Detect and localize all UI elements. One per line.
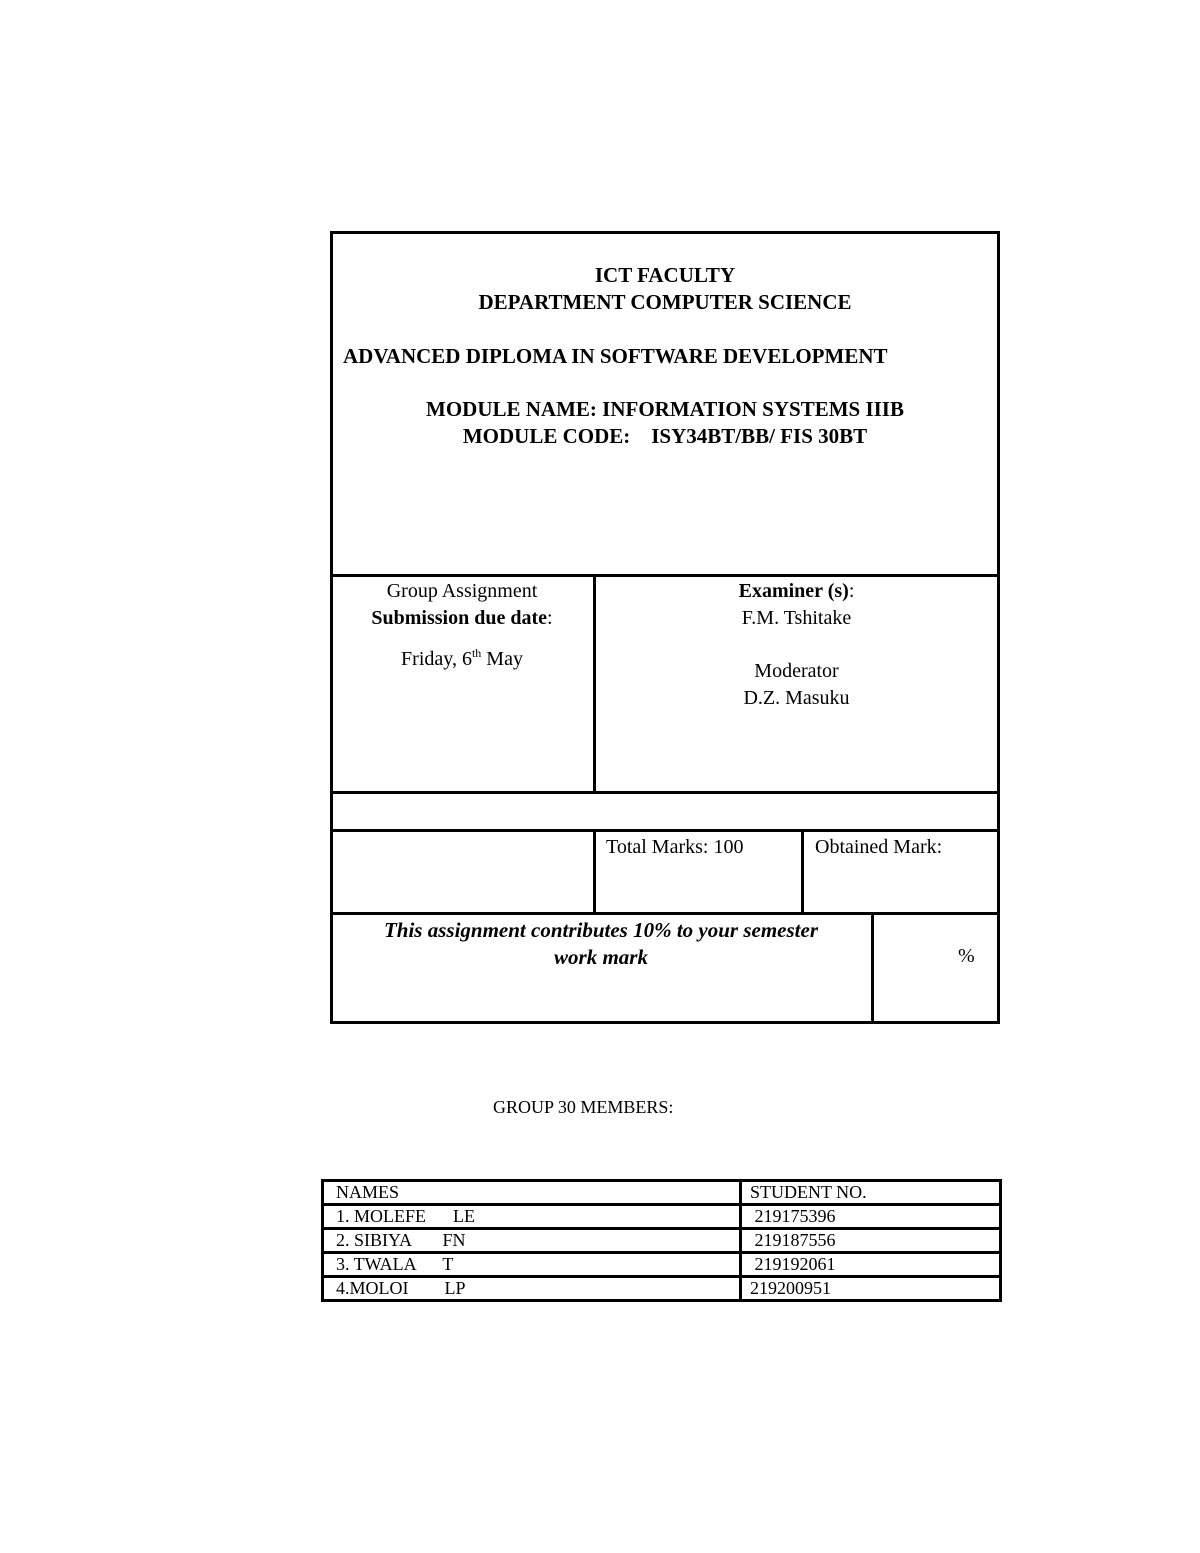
divider-header (330, 574, 1000, 577)
faculty-title: ICT FACULTY (594, 263, 736, 287)
divider-marks-1 (593, 829, 596, 915)
header-names: NAMES (323, 1181, 741, 1205)
divider-contribution-top (330, 912, 1000, 915)
submission-due-date: Friday, 6th May (401, 646, 523, 670)
divider-marks-2 (801, 829, 804, 915)
table-row (323, 1205, 1001, 1229)
table-row (323, 1253, 1001, 1277)
examiner-cell (596, 578, 997, 712)
module-block (333, 396, 997, 450)
member-student-no: 219192061 (741, 1253, 1001, 1277)
member-name: 3. TWALA T (323, 1253, 741, 1277)
assignment-cell (333, 578, 591, 673)
member-student-no: 219200951 (741, 1277, 1001, 1301)
department-title: DEPARTMENT COMPUTER SCIENCE (478, 290, 852, 314)
members-header-row (323, 1181, 1001, 1205)
header-student-no: STUDENT NO. (741, 1181, 1001, 1205)
moderator-label: Moderator (754, 660, 839, 682)
examiner-name: F.M. Tshitake (741, 607, 852, 629)
member-name: 4.MOLOI LP (323, 1277, 741, 1301)
member-student-no: 219187556 (741, 1229, 1001, 1253)
programme-title: ADVANCED DIPLOMA IN SOFTWARE DEVELOPMENT (343, 344, 888, 368)
assignment-type: Group Assignment (386, 580, 538, 602)
obtained-mark: Obtained Mark: (815, 836, 943, 858)
table-row (323, 1277, 1001, 1301)
member-student-no: 219175396 (741, 1205, 1001, 1229)
divider-contribution-percent (871, 912, 874, 1024)
contribution-percent: % (958, 945, 975, 967)
members-table (321, 1179, 1002, 1302)
divider-blank-row-top (330, 791, 1000, 794)
module-code: MODULE CODE: ISY34BT/BB/ FIS 30BT (462, 424, 868, 448)
contribution-note (333, 917, 869, 971)
header-block (333, 262, 997, 316)
moderator-name: D.Z. Masuku (743, 687, 850, 709)
total-marks: Total Marks: 100 (606, 836, 744, 858)
group-title: GROUP 30 MEMBERS: (493, 1097, 674, 1117)
table-row (323, 1229, 1001, 1253)
member-name: 1. MOLEFE LE (323, 1205, 741, 1229)
module-name: MODULE NAME: INFORMATION SYSTEMS IIIB (426, 397, 904, 421)
contribution-line-1: This assignment contributes 10% to your semester (383, 918, 819, 942)
submission-due-label: Submission due date: (371, 607, 553, 629)
examiner-label: Examiner (s): (738, 580, 855, 602)
divider-marks-top (330, 829, 1000, 832)
member-name: 2. SIBIYA FN (323, 1229, 741, 1253)
contribution-line-2: work mark (554, 945, 648, 969)
